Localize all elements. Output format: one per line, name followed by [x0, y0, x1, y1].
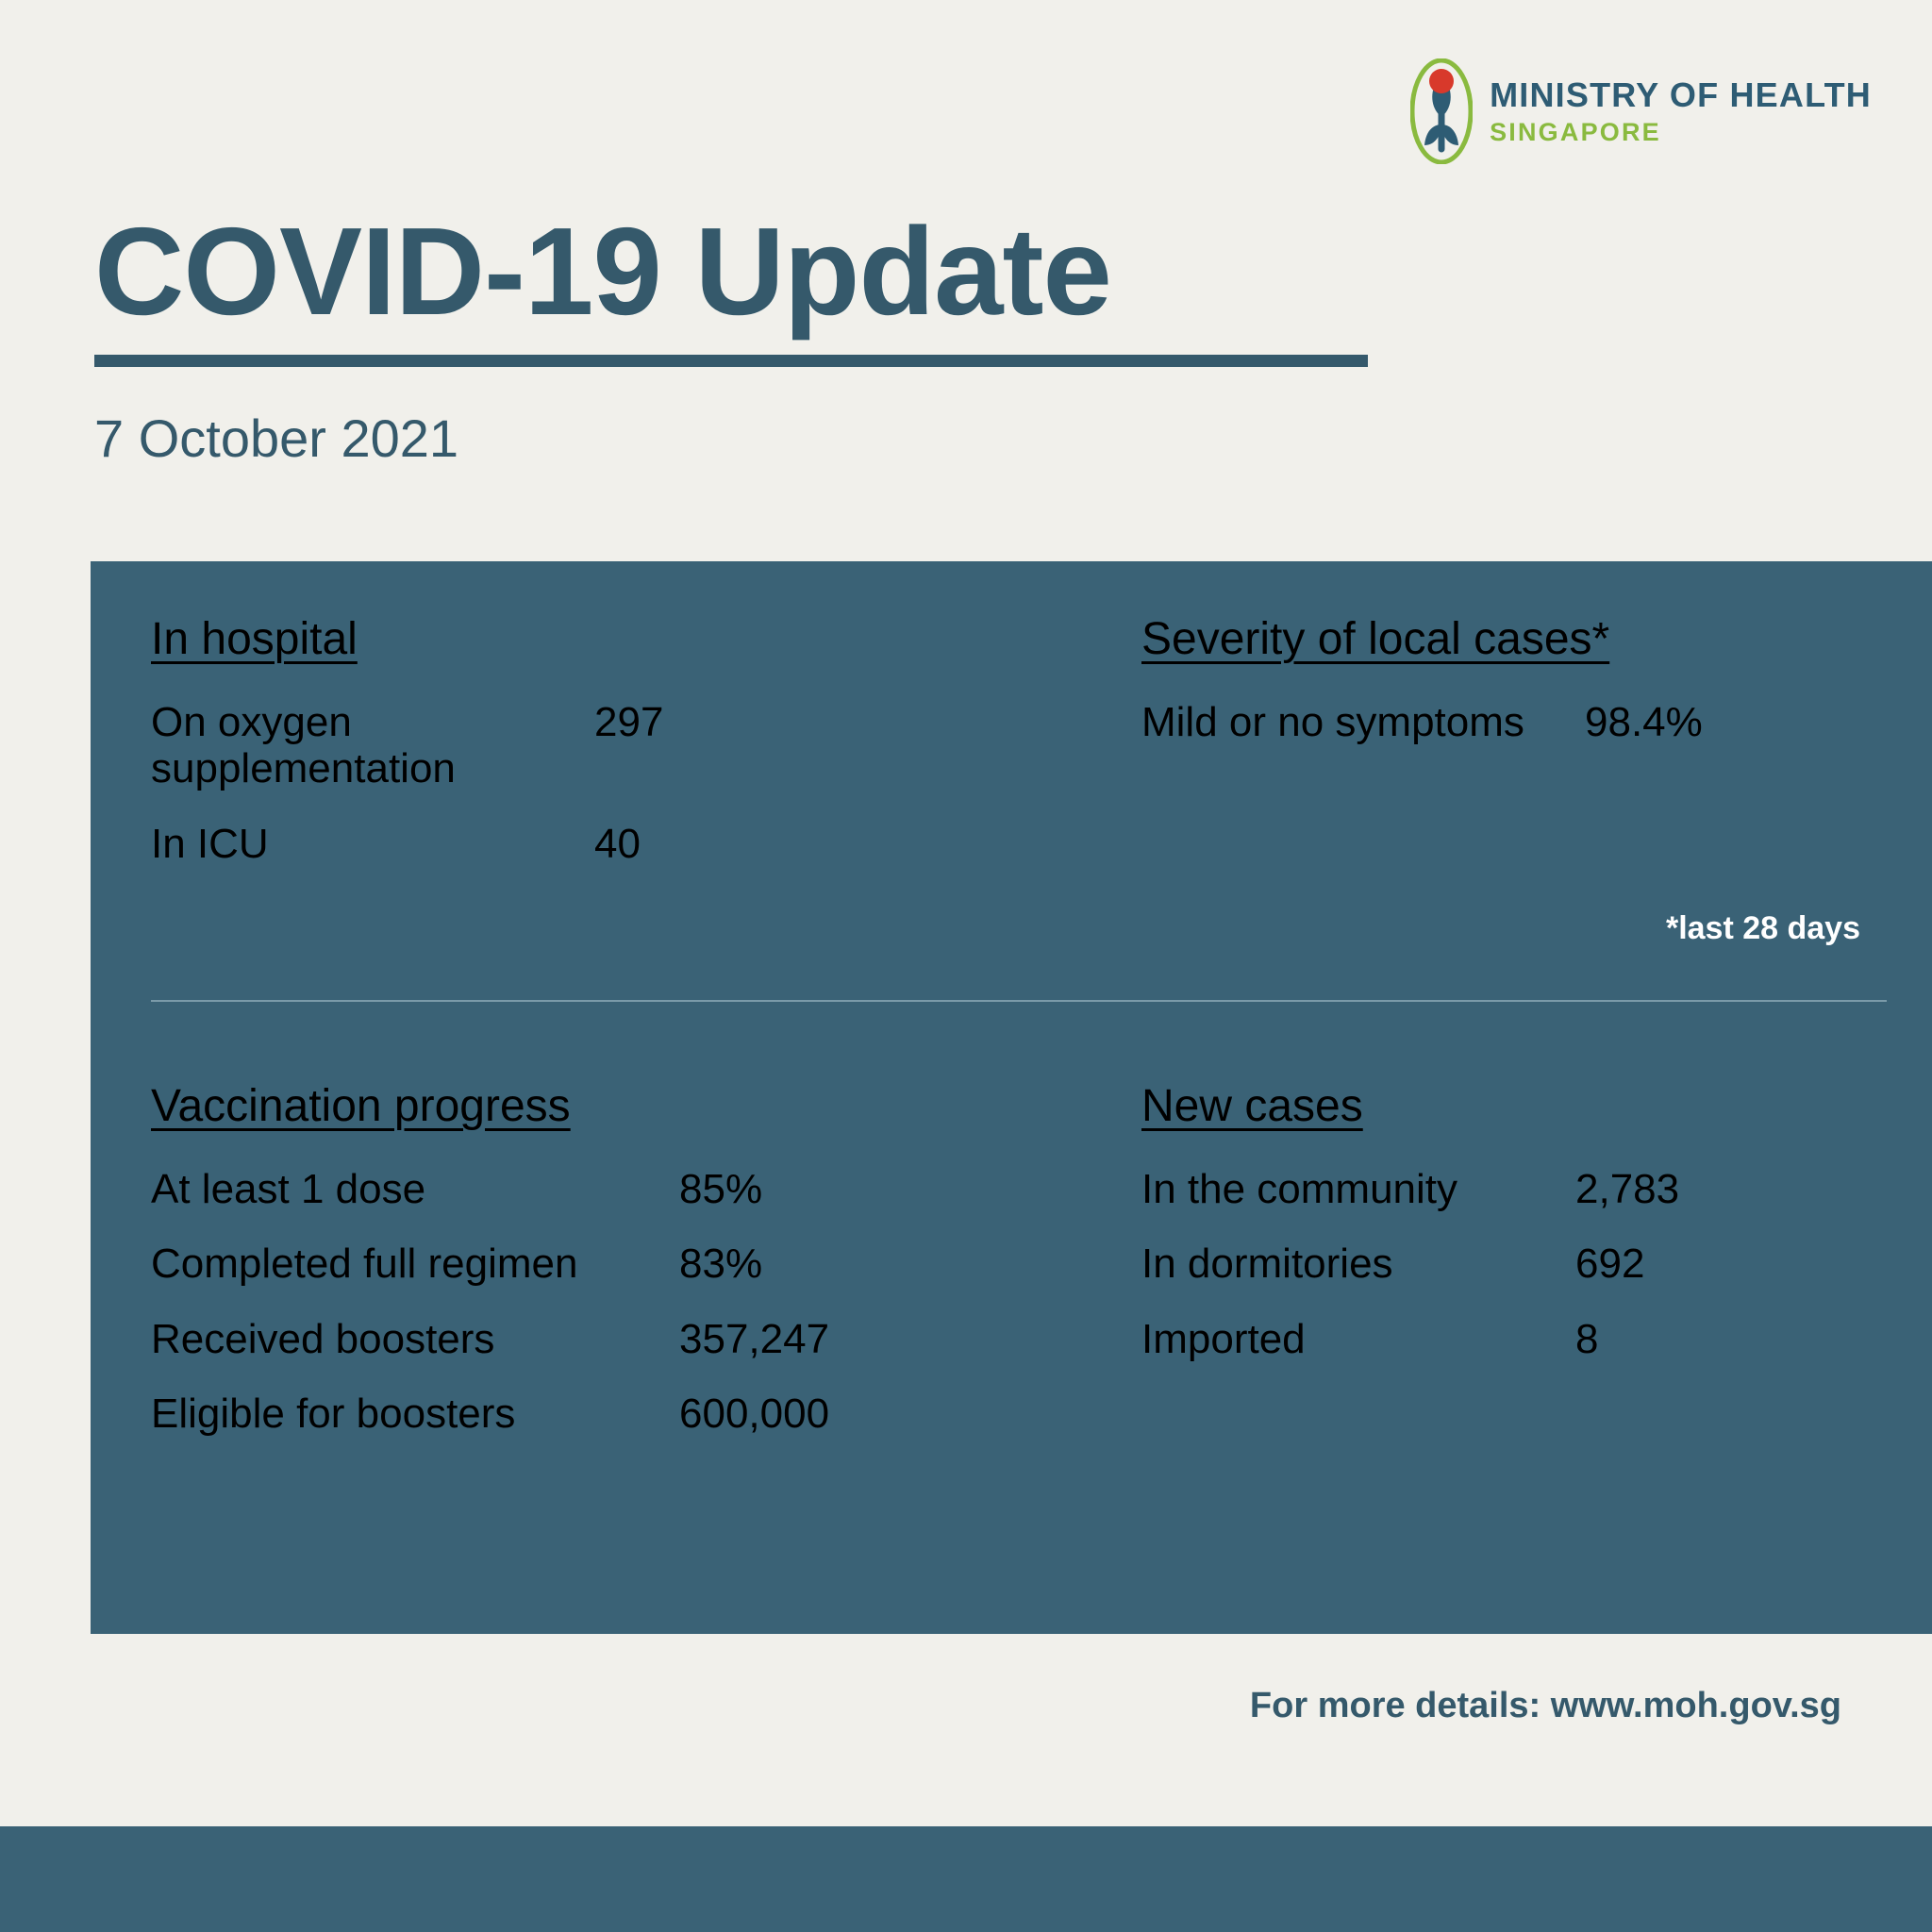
rows-severity [1141, 699, 1703, 774]
stat-value: 692 [1575, 1241, 1645, 1288]
stat-value: 600,000 [679, 1390, 830, 1437]
stat-value: 83% [679, 1241, 763, 1288]
rows-in-hospital [151, 699, 663, 895]
stat-row [151, 1166, 829, 1212]
stat-row [1141, 699, 1703, 745]
stat-label: Mild or no symptoms [1141, 699, 1524, 745]
stat-label: Completed full regimen [151, 1241, 578, 1288]
moh-logo-subtitle: SINGAPORE [1490, 117, 1661, 146]
section-vaccination-progress [151, 1080, 829, 1465]
stat-label: Eligible for boosters [151, 1390, 516, 1437]
stat-value: 297 [594, 699, 664, 745]
footer-details: For more details: www.moh.gov.sg [1249, 1686, 1841, 1725]
stat-value: 98.4% [1585, 699, 1703, 745]
stat-label: At least 1 dose [151, 1166, 426, 1212]
title-underline [94, 355, 1368, 367]
stat-label: In ICU [151, 820, 269, 867]
stat-row [1141, 1166, 1679, 1212]
moh-logo-title: MINISTRY OF HEALTH [1490, 75, 1872, 114]
stat-value: 2,783 [1575, 1166, 1680, 1212]
section-heading-severity: Severity of local cases* [1141, 614, 1610, 664]
section-heading-vaccination: Vaccination progress [151, 1081, 571, 1131]
page-title: COVID-19 Update [94, 202, 1111, 341]
stat-label: Received boosters [151, 1315, 495, 1362]
stat-label: Imported [1141, 1315, 1306, 1362]
stat-label: In the community [1141, 1166, 1458, 1212]
page-date: 7 October 2021 [94, 408, 459, 468]
section-heading-new-cases: New cases [1141, 1081, 1363, 1131]
stat-value: 85% [679, 1166, 763, 1212]
moh-logo-text [1490, 75, 1872, 146]
bottom-bar [0, 1826, 1932, 1932]
stat-value: 8 [1575, 1315, 1599, 1362]
section-in-hospital [151, 613, 663, 895]
stat-row [151, 821, 663, 867]
stat-row [1141, 1316, 1679, 1362]
severity-footnote: *last 28 days [1665, 910, 1860, 946]
stat-label: On oxygen supplementation [151, 699, 456, 792]
moh-logo [1410, 58, 1872, 164]
moh-flower-icon [1410, 58, 1473, 164]
stat-value: 357,247 [679, 1315, 830, 1362]
stat-value: 40 [594, 820, 641, 867]
section-new-cases [1141, 1080, 1679, 1391]
stat-label: In dormitories [1141, 1241, 1393, 1288]
stat-row [151, 1241, 829, 1287]
section-severity [1141, 613, 1703, 774]
rows-new-cases [1141, 1166, 1679, 1391]
stat-row [1141, 1241, 1679, 1287]
panel-divider [151, 1000, 1887, 1002]
stat-row [151, 699, 663, 792]
section-heading-in-hospital: In hospital [151, 614, 358, 664]
rows-vaccination [151, 1166, 829, 1465]
stat-row [151, 1391, 829, 1437]
stat-row [151, 1316, 829, 1362]
